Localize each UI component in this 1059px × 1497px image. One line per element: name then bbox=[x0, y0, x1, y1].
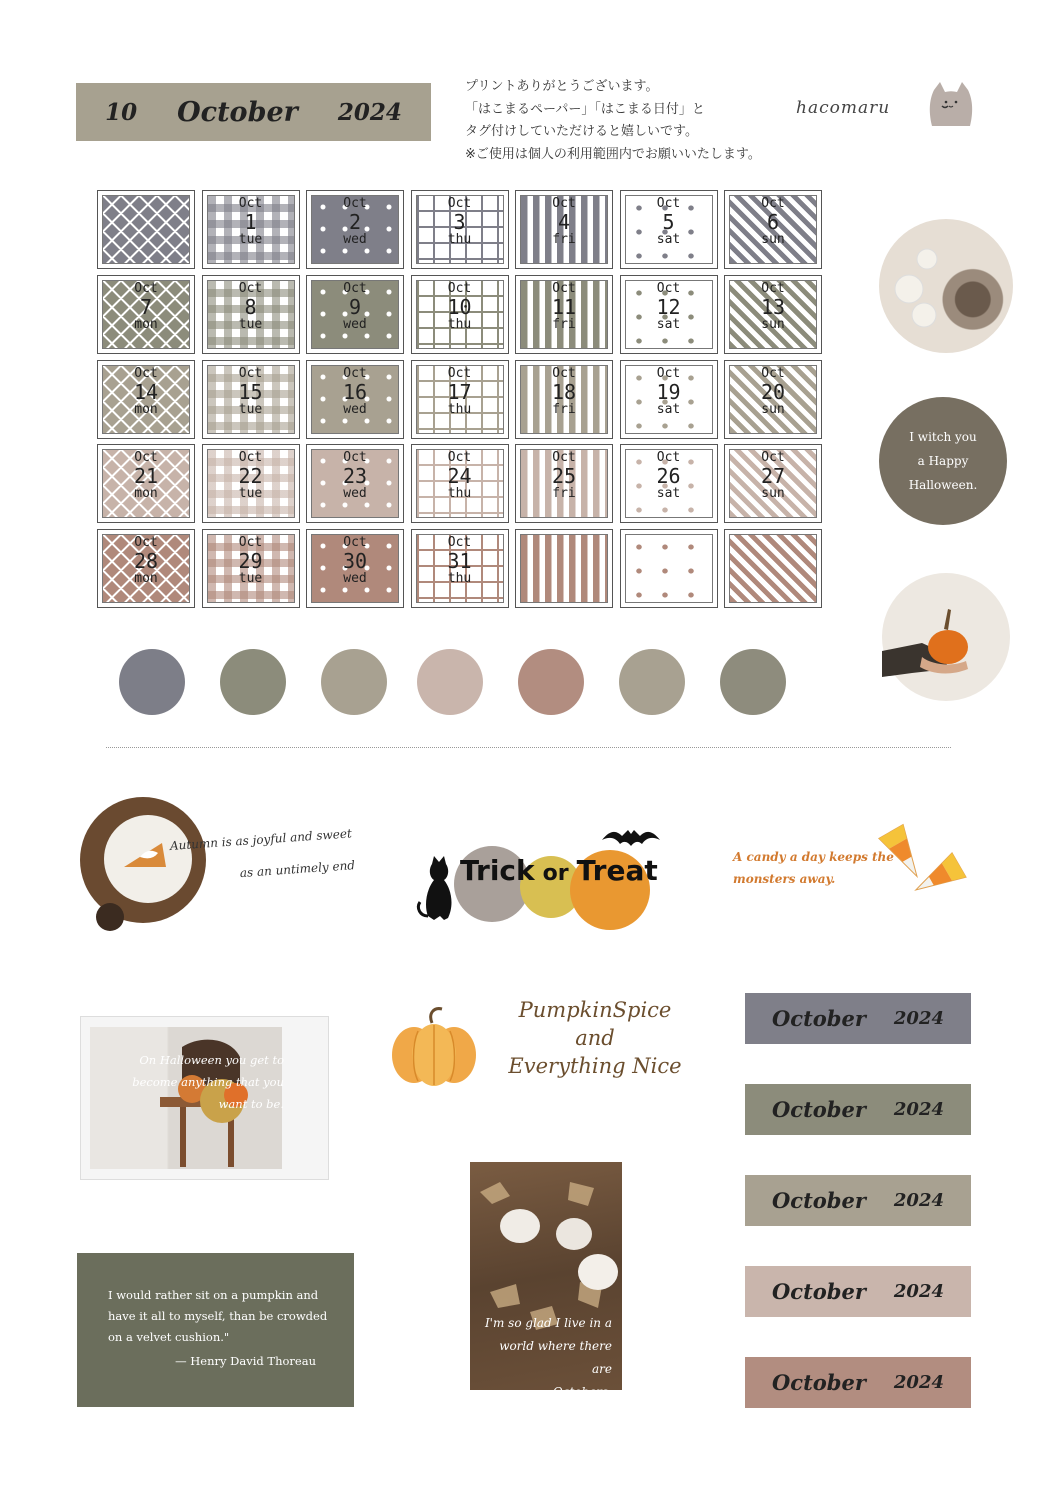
calendar-weekday: fri bbox=[552, 486, 576, 502]
calendar-day-number: 22 bbox=[238, 464, 263, 489]
calendar-day-number: 28 bbox=[133, 549, 159, 574]
calendar-weekday: tue bbox=[238, 571, 263, 587]
calendar-day-number: 27 bbox=[760, 464, 786, 489]
calendar-day-number: 1 bbox=[244, 210, 257, 234]
calendar-month-label: Oct bbox=[447, 365, 472, 381]
calendar-day-cell bbox=[724, 529, 822, 608]
calendar-month-label: Oct bbox=[656, 365, 681, 381]
calendar-day-number: 5 bbox=[662, 210, 675, 234]
calendar-month-label: Oct bbox=[656, 196, 681, 211]
calendar-day-cell bbox=[202, 444, 300, 523]
calendar-day-number: 8 bbox=[244, 294, 257, 319]
calendar-day-number: 25 bbox=[551, 464, 577, 489]
halloween-photo-card bbox=[80, 1016, 329, 1180]
calendar-weekday: mon bbox=[134, 401, 158, 417]
calendar-day-number: 2 bbox=[348, 210, 362, 234]
calendar-weekday: wed bbox=[343, 232, 367, 247]
calendar-day-label bbox=[307, 367, 403, 416]
calendar-weekday: fri bbox=[552, 316, 576, 332]
calendar-day-number: 7 bbox=[139, 294, 153, 319]
candy-quote-line: A candy a day keeps the bbox=[733, 850, 894, 864]
calendar-month-label: Oct bbox=[238, 535, 263, 551]
calendar-day-label bbox=[98, 367, 194, 416]
calendar-day-label bbox=[725, 282, 821, 331]
month-label-sticker bbox=[745, 993, 971, 1044]
trick-or-treat-sticker bbox=[410, 822, 665, 927]
calendar-day-cell bbox=[515, 529, 613, 608]
calendar-day-label bbox=[98, 536, 194, 585]
calendar-day-cell bbox=[620, 444, 718, 523]
calendar-month-label: Oct bbox=[761, 365, 785, 381]
white-pumpkins-photo bbox=[470, 1162, 622, 1399]
calendar-day-label bbox=[621, 367, 717, 416]
calendar-pattern bbox=[625, 534, 713, 603]
calendar-weekday: tue bbox=[238, 401, 263, 417]
calendar-day-cell bbox=[97, 529, 195, 608]
calendar-day-cell bbox=[515, 190, 613, 269]
calendar-weekday: sat bbox=[656, 486, 681, 502]
calendar-month-label: Oct bbox=[552, 365, 576, 381]
color-swatch bbox=[518, 649, 584, 715]
calendar-month-label: Oct bbox=[238, 450, 263, 466]
calendar-day-cell bbox=[724, 360, 822, 439]
calendar-day-label bbox=[725, 367, 821, 416]
calendar-weekday: thu bbox=[447, 316, 472, 332]
calendar-day-number: 14 bbox=[133, 379, 159, 404]
calendar-month-label: Oct bbox=[447, 196, 472, 211]
calendar-day-number: 4 bbox=[557, 210, 571, 234]
calendar-weekday: thu bbox=[447, 232, 472, 247]
calendar-month-label: Oct bbox=[238, 365, 263, 381]
calendar-day-label bbox=[621, 282, 717, 331]
calendar-day-cell bbox=[411, 275, 509, 354]
bat-icon bbox=[602, 822, 660, 852]
calendar-day-cell bbox=[515, 275, 613, 354]
autumn-quote-line: as an untimely end bbox=[239, 858, 356, 881]
calendar-weekday: sat bbox=[656, 316, 681, 332]
trick-or-treat-text bbox=[460, 854, 660, 887]
octobers-quote-line: I'm so glad I live in a bbox=[484, 1316, 612, 1330]
calendar-month-label: Oct bbox=[134, 280, 158, 296]
label-year: 2024 bbox=[893, 1099, 944, 1120]
calendar-day-number: 24 bbox=[447, 464, 472, 489]
calendar-weekday: wed bbox=[343, 486, 367, 502]
calendar-day-cell bbox=[306, 360, 404, 439]
calendar-day-label bbox=[307, 197, 403, 246]
calendar-month-label: Oct bbox=[447, 280, 472, 296]
calendar-weekday: mon bbox=[134, 571, 158, 587]
calendar-month-label: Oct bbox=[238, 196, 263, 211]
calendar-day-label bbox=[307, 282, 403, 331]
calendar-day-number: 19 bbox=[656, 379, 681, 404]
calendar-day-cell bbox=[202, 360, 300, 439]
color-swatch bbox=[119, 649, 185, 715]
calendar-grid bbox=[97, 190, 824, 608]
thoreau-quote-line: have it all to myself, than be crowded bbox=[108, 1309, 328, 1323]
month-label-sticker bbox=[745, 1266, 971, 1317]
calendar-day-cell bbox=[724, 444, 822, 523]
usage-note-line: ※ご使用は個人の利用範囲内でお願いいたします。 bbox=[465, 146, 761, 162]
trick-word: Trick bbox=[460, 854, 535, 887]
month-label-sticker bbox=[745, 1357, 971, 1408]
label-month: October bbox=[771, 1188, 866, 1213]
color-swatch bbox=[321, 649, 387, 715]
calendar-day-cell bbox=[724, 190, 822, 269]
hand-pumpkin-photo bbox=[882, 573, 1010, 701]
calendar-weekday: wed bbox=[343, 401, 367, 417]
octobers-quote-line: Octobers. bbox=[552, 1385, 612, 1399]
calendar-day-cell bbox=[411, 360, 509, 439]
calendar-weekday: sat bbox=[656, 401, 681, 417]
calendar-day-number: 30 bbox=[342, 549, 368, 574]
brand-name: hacomaru bbox=[796, 98, 891, 118]
calendar-day-label bbox=[412, 451, 508, 500]
calendar-month-label: Oct bbox=[552, 196, 576, 211]
calendar-day-label bbox=[98, 282, 194, 331]
octobers-quote bbox=[480, 1312, 612, 1404]
calendar-day-cell bbox=[620, 529, 718, 608]
calendar-weekday: mon bbox=[134, 486, 158, 502]
halloween-wish-circle bbox=[879, 397, 1007, 525]
calendar-day-number: 18 bbox=[551, 379, 577, 404]
calendar-day-label bbox=[203, 197, 299, 246]
calendar-day-number: 9 bbox=[348, 294, 362, 319]
calendar-month-label: Oct bbox=[761, 280, 785, 296]
calendar-pattern bbox=[102, 195, 190, 264]
calendar-day-cell bbox=[515, 360, 613, 439]
calendar-month-label: Oct bbox=[134, 365, 158, 381]
calendar-day-label bbox=[203, 282, 299, 331]
calendar-day-cell bbox=[97, 444, 195, 523]
calendar-day-number: 13 bbox=[760, 294, 786, 319]
pumpkin-spice-text bbox=[500, 996, 690, 1080]
calendar-day-cell bbox=[97, 190, 195, 269]
calendar-day-label bbox=[516, 282, 612, 331]
calendar-day-cell bbox=[306, 444, 404, 523]
label-year: 2024 bbox=[893, 1008, 944, 1029]
calendar-day-label bbox=[412, 282, 508, 331]
label-year: 2024 bbox=[893, 1281, 944, 1302]
calendar-day-label bbox=[621, 451, 717, 500]
label-month: October bbox=[771, 1097, 866, 1122]
thoreau-quote-line: I would rather sit on a pumpkin and bbox=[108, 1288, 319, 1302]
calendar-month-label: Oct bbox=[656, 450, 681, 466]
calendar-day-label bbox=[725, 197, 821, 246]
calendar-day-number: 6 bbox=[766, 210, 780, 234]
calendar-day-label bbox=[307, 536, 403, 585]
calendar-month-label: Oct bbox=[761, 196, 785, 211]
calendar-weekday: tue bbox=[238, 486, 263, 502]
calendar-day-label bbox=[412, 197, 508, 246]
title-month: October bbox=[177, 96, 298, 128]
calendar-day-cell bbox=[515, 444, 613, 523]
calendar-weekday: tue bbox=[238, 316, 263, 332]
calendar-weekday: sat bbox=[656, 232, 681, 247]
calendar-month-label: Oct bbox=[447, 450, 472, 466]
calendar-month-label: Oct bbox=[343, 196, 367, 211]
calendar-day-number: 21 bbox=[133, 464, 159, 489]
calendar-day-label bbox=[412, 367, 508, 416]
calendar-month-label: Oct bbox=[134, 535, 158, 551]
label-month: October bbox=[771, 1370, 866, 1395]
calendar-month-label: Oct bbox=[552, 280, 576, 296]
calendar-weekday: sun bbox=[761, 401, 785, 417]
calendar-day-number: 15 bbox=[238, 379, 263, 404]
calendar-weekday: fri bbox=[552, 401, 576, 417]
calendar-day-cell bbox=[620, 190, 718, 269]
calendar-day-cell bbox=[202, 529, 300, 608]
label-month: October bbox=[771, 1006, 866, 1031]
calendar-weekday: sun bbox=[761, 232, 785, 247]
calendar-month-label: Oct bbox=[134, 450, 158, 466]
usage-note-line: プリントありがとうございます。 bbox=[465, 79, 659, 94]
calendar-weekday: wed bbox=[343, 571, 367, 587]
usage-note-line: タグ付けしていただけると嬉しいです。 bbox=[465, 124, 698, 139]
thoreau-quote-line: on a velvet cushion." bbox=[108, 1330, 230, 1344]
halloween-wish-line: I witch you bbox=[909, 430, 977, 444]
calendar-month-label: Oct bbox=[343, 535, 367, 551]
calendar-day-label bbox=[203, 367, 299, 416]
calendar-month-label: Oct bbox=[656, 280, 681, 296]
coffee-pumpkin-photo bbox=[879, 219, 1013, 353]
calendar-month-label: Oct bbox=[238, 280, 263, 296]
calendar-day-label bbox=[412, 536, 508, 585]
calendar-day-label bbox=[203, 451, 299, 500]
color-swatch bbox=[619, 649, 685, 715]
calendar-day-number: 11 bbox=[551, 294, 577, 319]
usage-note bbox=[465, 76, 845, 166]
calendar-month-label: Oct bbox=[343, 450, 367, 466]
cat-face-icon bbox=[926, 80, 976, 130]
calendar-day-label bbox=[516, 197, 612, 246]
autumn-quote bbox=[169, 826, 370, 894]
calendar-day-number: 12 bbox=[656, 294, 681, 319]
calendar-day-number: 26 bbox=[656, 464, 681, 489]
calendar-day-label bbox=[203, 536, 299, 585]
calendar-day-number: 23 bbox=[342, 464, 368, 489]
halloween-photo-quote-line: On Halloween you get to bbox=[139, 1053, 284, 1067]
calendar-day-cell bbox=[306, 275, 404, 354]
calendar-day-number: 10 bbox=[447, 294, 472, 319]
autumn-quote-line: Autumn is as joyful and sweet bbox=[169, 826, 353, 853]
title-day-number: 10 bbox=[105, 98, 138, 126]
candy-quote bbox=[733, 846, 894, 890]
calendar-day-label bbox=[307, 451, 403, 500]
calendar-weekday: thu bbox=[447, 571, 472, 587]
color-swatch bbox=[417, 649, 483, 715]
calendar-day-label bbox=[516, 367, 612, 416]
halloween-photo-quote bbox=[124, 1049, 284, 1115]
calendar-weekday: wed bbox=[343, 316, 367, 332]
calendar-pattern bbox=[729, 534, 817, 603]
label-year: 2024 bbox=[893, 1372, 944, 1393]
calendar-day-label bbox=[516, 451, 612, 500]
thoreau-quote-card bbox=[77, 1253, 354, 1407]
calendar-day-cell bbox=[97, 275, 195, 354]
calendar-day-label bbox=[725, 451, 821, 500]
thoreau-quote-author: — Henry David Thoreau bbox=[175, 1354, 316, 1368]
calendar-weekday: sun bbox=[761, 316, 785, 332]
color-swatch bbox=[220, 649, 286, 715]
calendar-day-cell bbox=[724, 275, 822, 354]
calendar-weekday: tue bbox=[238, 232, 263, 247]
calendar-day-cell bbox=[411, 444, 509, 523]
calendar-pattern bbox=[520, 534, 608, 603]
month-label-sticker bbox=[745, 1084, 971, 1135]
pumpkin-spice-line: PumpkinSpice bbox=[518, 998, 672, 1022]
candy-corn-icon bbox=[884, 824, 964, 900]
calendar-weekday: sun bbox=[761, 486, 785, 502]
calendar-day-number: 17 bbox=[447, 379, 472, 404]
calendar-day-cell bbox=[411, 529, 509, 608]
candy-quote-line: monsters away. bbox=[733, 872, 836, 886]
month-label-sticker bbox=[745, 1175, 971, 1226]
calendar-month-label: Oct bbox=[343, 280, 367, 296]
calendar-day-number: 3 bbox=[453, 210, 466, 234]
treat-word: Treat bbox=[576, 854, 658, 887]
calendar-month-label: Oct bbox=[343, 365, 367, 381]
octobers-quote-line: world where there are bbox=[499, 1339, 612, 1376]
calendar-day-number: 20 bbox=[760, 379, 786, 404]
halloween-photo-quote-line: become anything that you bbox=[132, 1075, 284, 1089]
calendar-day-label bbox=[621, 197, 717, 246]
calendar-day-cell bbox=[620, 275, 718, 354]
calendar-day-cell bbox=[306, 190, 404, 269]
title-year: 2024 bbox=[337, 98, 402, 126]
calendar-day-cell bbox=[97, 360, 195, 439]
halloween-wish-line: a Happy bbox=[917, 454, 969, 468]
calendar-day-cell bbox=[202, 190, 300, 269]
halloween-photo bbox=[90, 1027, 282, 1169]
calendar-day-cell bbox=[202, 275, 300, 354]
calendar-day-label bbox=[98, 451, 194, 500]
calendar-weekday: thu bbox=[447, 486, 472, 502]
or-word: or bbox=[542, 861, 569, 886]
calendar-month-label: Oct bbox=[761, 450, 785, 466]
label-month: October bbox=[771, 1279, 866, 1304]
halloween-photo-quote-line: want to be. bbox=[218, 1097, 284, 1111]
calendar-day-cell bbox=[411, 190, 509, 269]
label-year: 2024 bbox=[893, 1190, 944, 1211]
color-swatch bbox=[720, 649, 786, 715]
calendar-day-cell bbox=[306, 529, 404, 608]
calendar-month-label: Oct bbox=[552, 450, 576, 466]
divider bbox=[106, 747, 951, 748]
calendar-weekday: thu bbox=[447, 401, 472, 417]
pumpkin-icon bbox=[388, 1005, 480, 1089]
pumpkin-spice-line: Everything Nice bbox=[508, 1054, 682, 1078]
calendar-day-cell bbox=[620, 360, 718, 439]
title-bar bbox=[76, 83, 431, 141]
pumpkin-spice-line: and bbox=[575, 1026, 615, 1050]
calendar-day-number: 16 bbox=[342, 379, 368, 404]
calendar-month-label: Oct bbox=[447, 535, 472, 551]
calendar-weekday: fri bbox=[552, 232, 576, 247]
usage-note-line: 「はこまるペーパー」「はこまる日付」と bbox=[465, 101, 705, 117]
halloween-wish-line: Halloween. bbox=[908, 478, 978, 492]
calendar-day-number: 29 bbox=[238, 549, 263, 574]
calendar-day-number: 31 bbox=[447, 549, 472, 574]
calendar-weekday: mon bbox=[134, 316, 158, 332]
